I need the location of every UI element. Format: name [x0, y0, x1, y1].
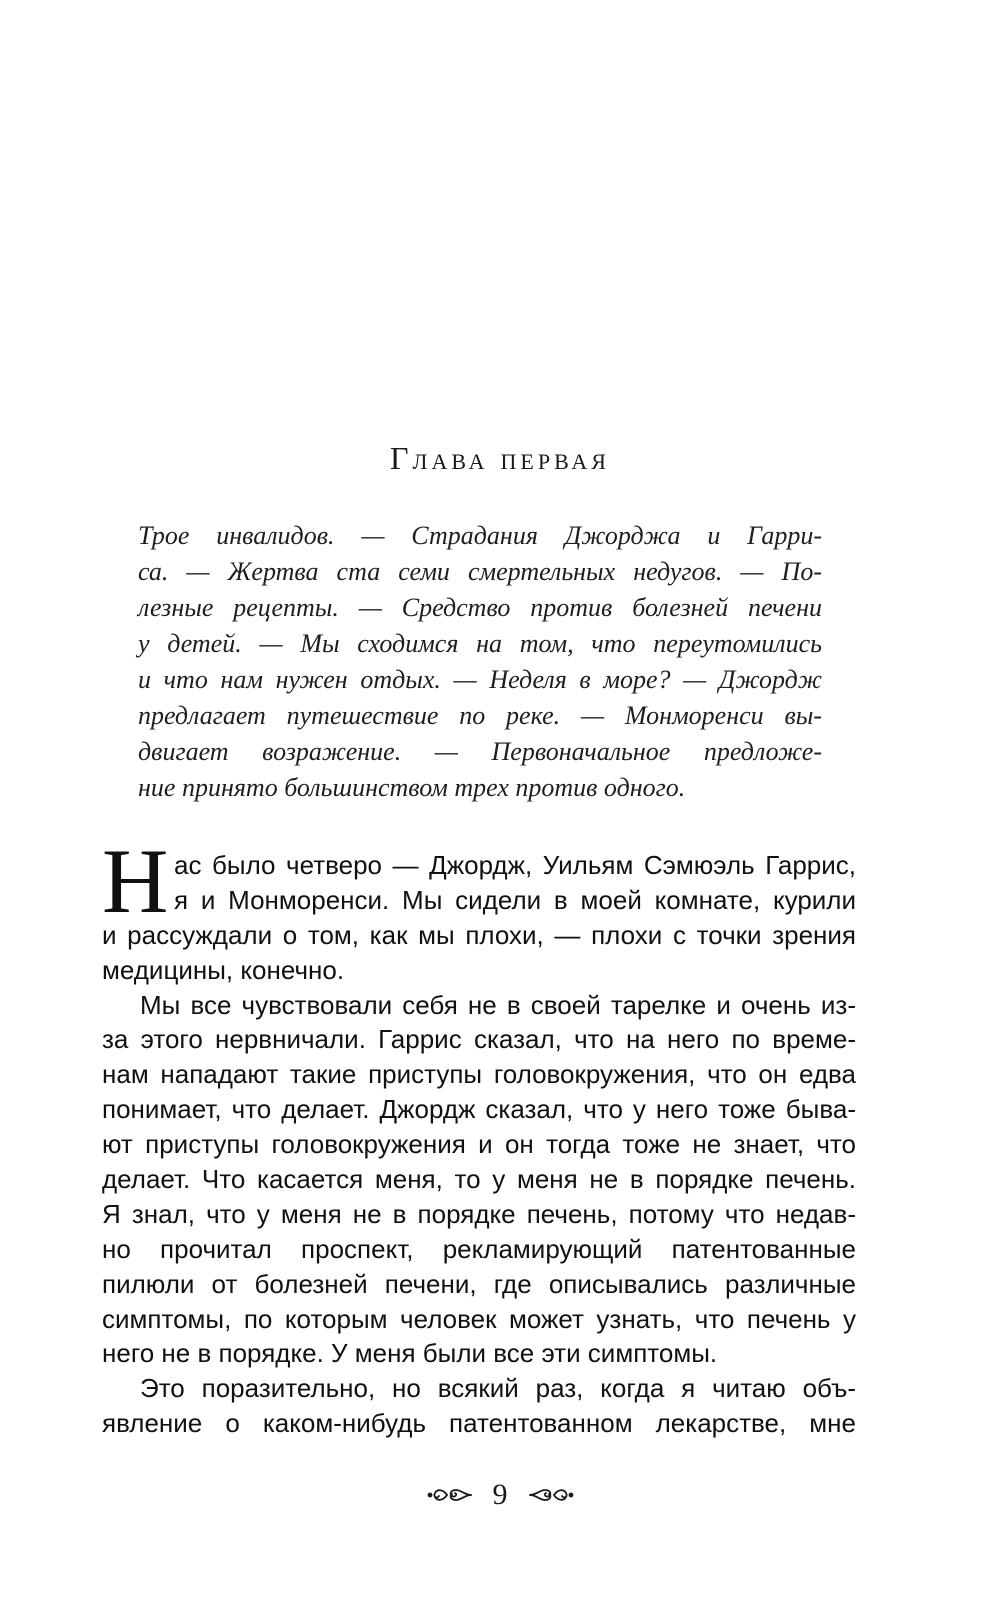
synopsis-line: ние принято большинством трех против одного. — [138, 773, 686, 802]
body-text — [102, 848, 856, 1441]
drop-cap: Н — [102, 830, 169, 932]
synopsis-line: са. — Жертва ста семи смертельных недугов. — По- — [138, 557, 822, 586]
synopsis-line: у детей. — Мы сходимся на том, что переутомились — [138, 629, 822, 658]
page-footer — [0, 1478, 1000, 1512]
body-line: но прочитал проспект, рекламирующий патентованные — [102, 1233, 856, 1264]
body-line: ас было четверо — Джордж, Уильям Сэмюэль Гаррис, — [174, 850, 856, 880]
body-line: за этого нервничали. Гаррис сказал, что на него по време- — [102, 1024, 856, 1055]
body-line: ют приступы головокружения и он тогда тоже не знает, что — [102, 1129, 856, 1160]
body-line: Я знал, что у меня не в порядке печень, потому что недав- — [102, 1198, 856, 1229]
body-line: явление о каком-нибудь патентованном лекарстве, мне — [102, 1408, 856, 1439]
chapter-title: Глава первая — [390, 440, 610, 476]
body-line: него не в порядке. У меня были все эти симптомы. — [102, 1338, 718, 1369]
synopsis-line: предлагает путешествие по реке. — Монморенси вы- — [138, 701, 822, 730]
body-line: Это поразительно, но всякий раз, когда я читаю объ- — [140, 1373, 856, 1404]
body-line: пилюли от болезней печени, где описывались различные — [102, 1268, 856, 1299]
body-line: нам нападают такие приступы головокружения, что он едва — [102, 1059, 856, 1090]
body-line: медицины, конечно. — [102, 954, 345, 985]
chapter-synopsis — [138, 518, 822, 806]
synopsis-line: двигает возражение. — Первоначальное предложе- — [138, 737, 822, 766]
right-ornament-icon — [528, 1484, 574, 1506]
body-line: симптомы, по которым человек может узнать, что печень у — [102, 1303, 856, 1334]
synopsis-line: Трое инвалидов. — Страдания Джорджа и Гарри- — [138, 521, 822, 550]
body-line: и рассуждали о том, как мы плохи, — плохи с точки зрения — [102, 919, 856, 950]
synopsis-line: и что нам нужен отдых. — Неделя в море? — Джордж — [138, 665, 822, 694]
synopsis-line: лезные рецепты. — Средство против болезней печени — [138, 593, 822, 622]
body-line: понимает, что делает. Джордж сказал, что у него тоже быва- — [102, 1094, 856, 1125]
body-line: делает. Что касается меня, то у меня не в порядке печень. — [102, 1164, 856, 1195]
left-ornament-icon — [427, 1484, 473, 1506]
body-line: я и Монморенси. Мы сидели в моей комнате, курили — [174, 884, 856, 915]
page-number: 9 — [492, 1478, 508, 1511]
body-line: Мы все чувствовали себя не в своей тарелке и очень из- — [140, 989, 856, 1020]
